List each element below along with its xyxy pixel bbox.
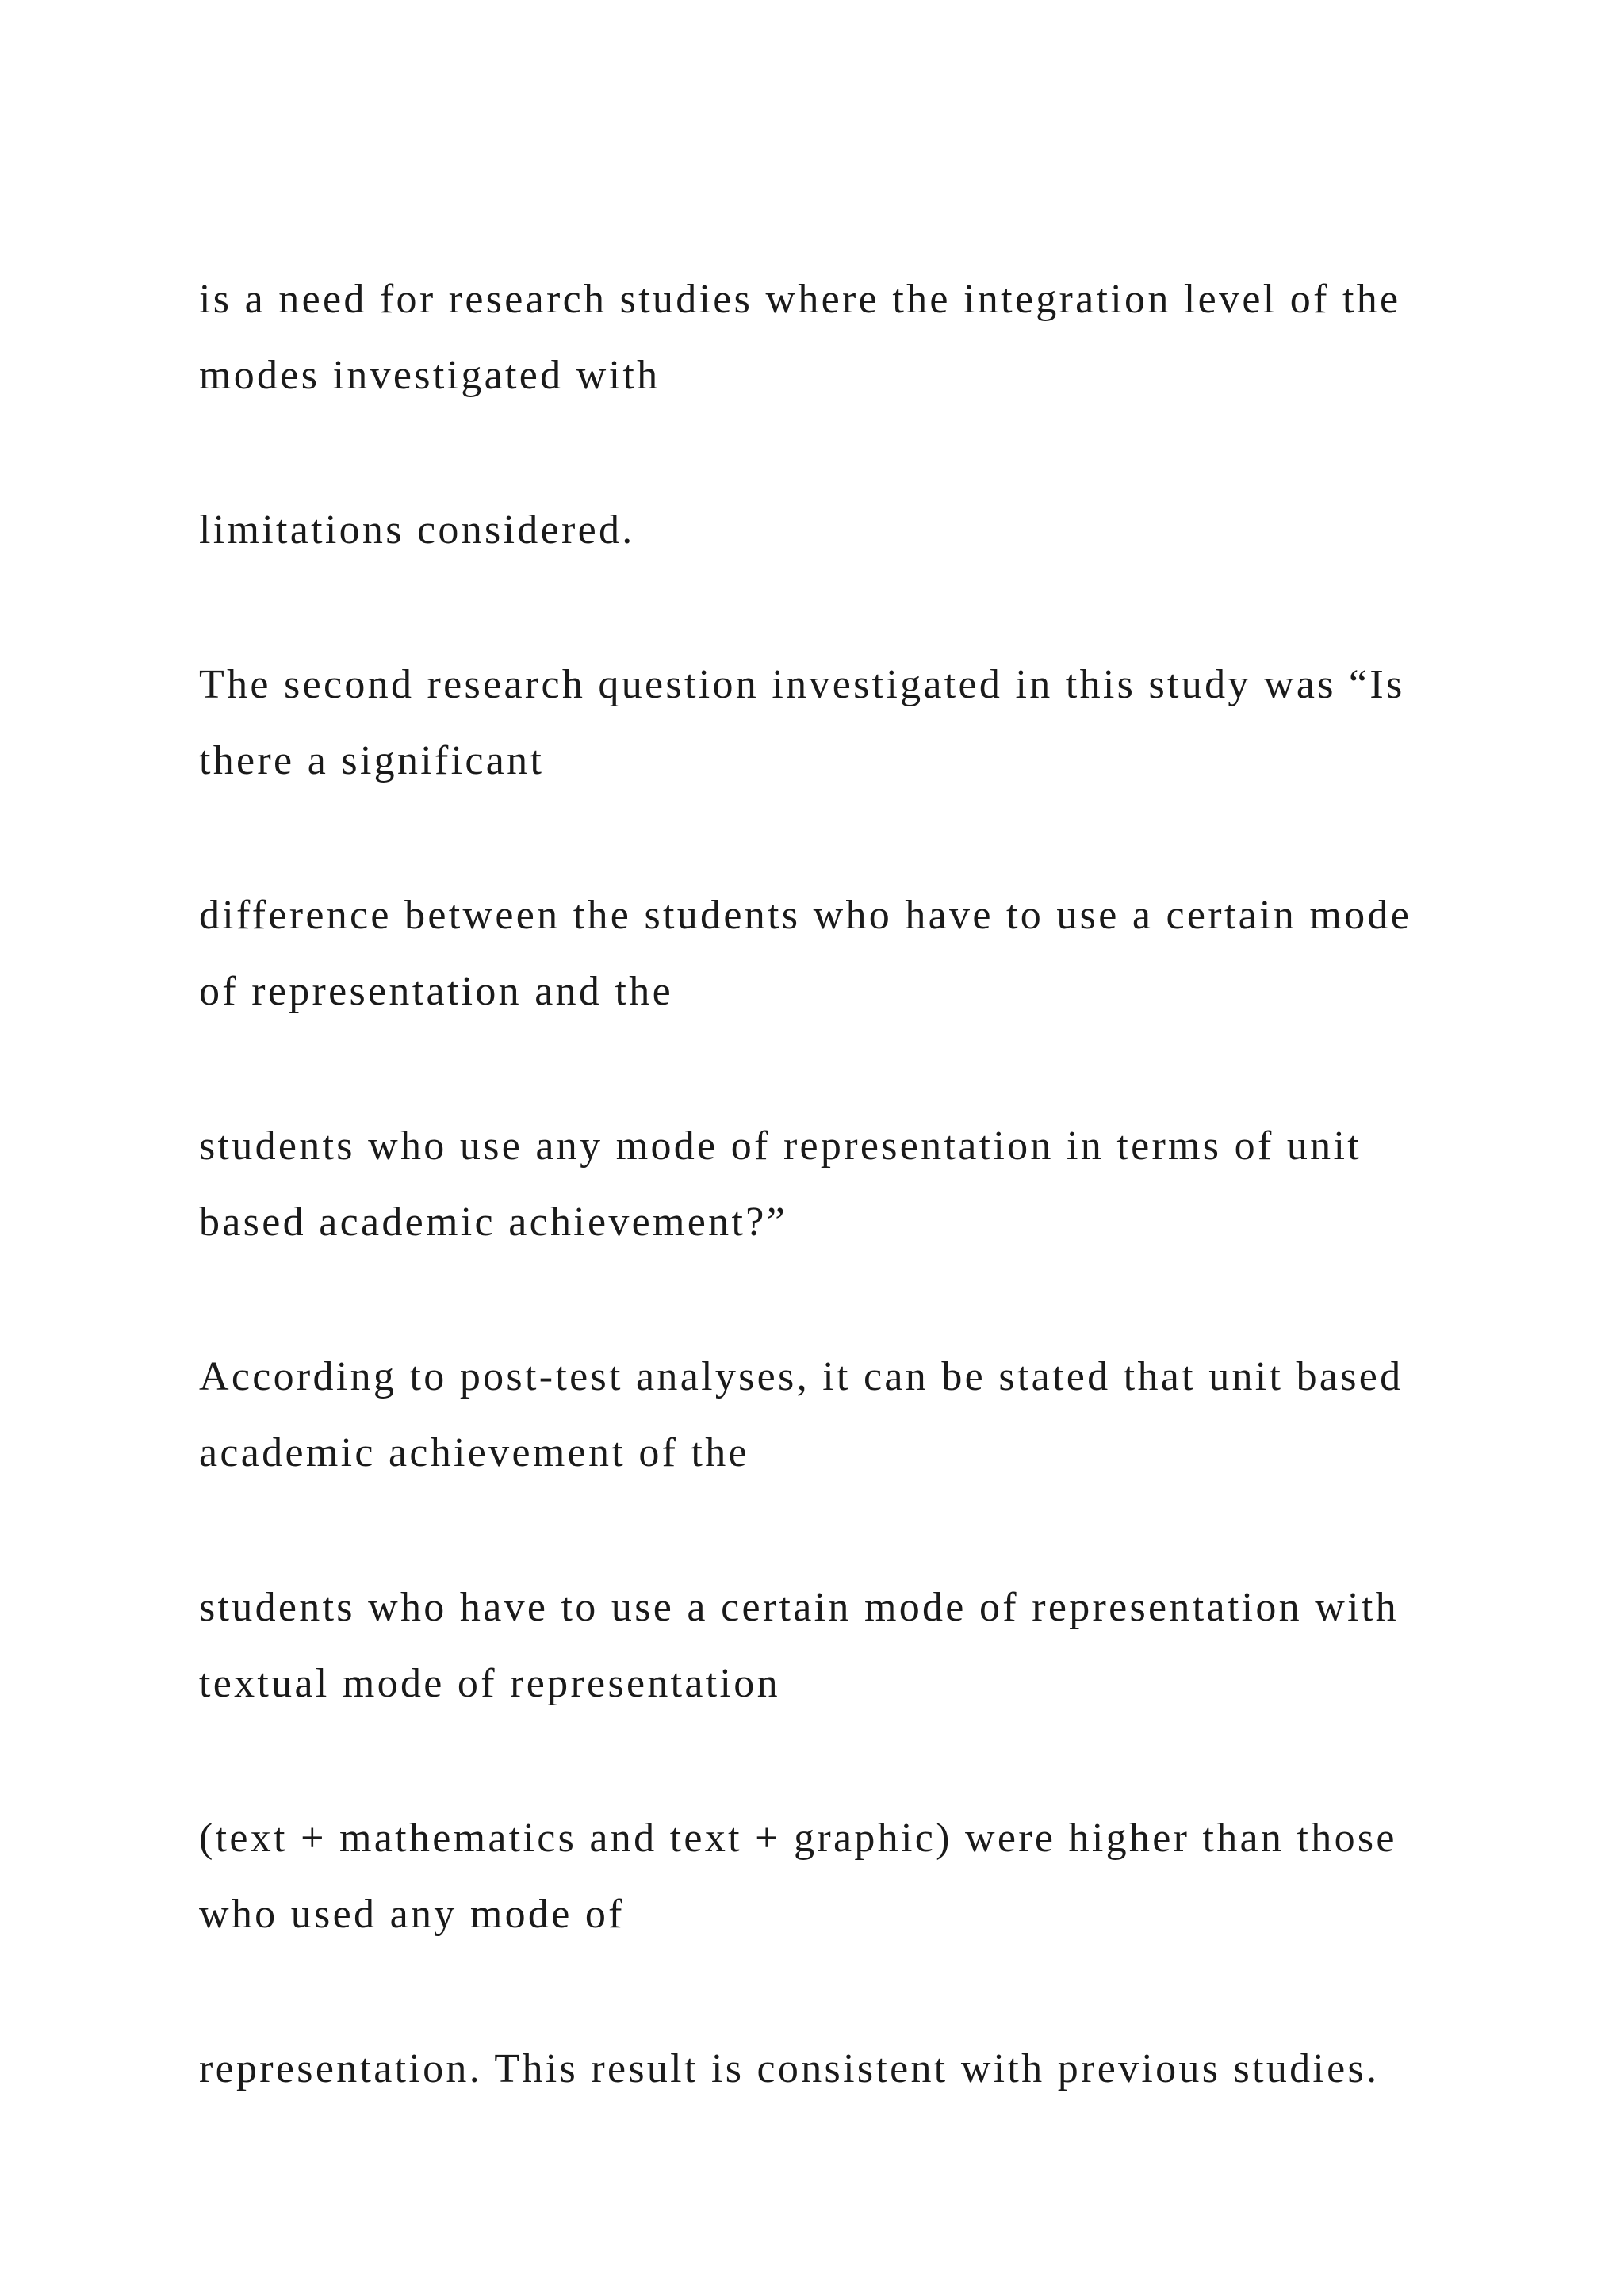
text-line: students who use any mode of representation in terms of unit (199, 1123, 1362, 1169)
text-line: there a significant (199, 738, 545, 783)
text-line: representation. This result is consistent with previous studies. (199, 2046, 1380, 2091)
text-line: based academic achievement?” (199, 1200, 787, 1245)
text-line: difference between the students who have to use a certain mode (199, 893, 1412, 938)
text-line: textual mode of representation (199, 1661, 780, 1706)
text-line: modes investigated with (199, 353, 661, 398)
text-line: academic achievement of the (199, 1430, 749, 1475)
text-line: (text + mathematics and text + graphic) were higher than those (199, 1816, 1397, 1861)
text-line: students who have to use a certain mode of representation with (199, 1585, 1399, 1630)
text-line: who used any mode of (199, 1892, 625, 1937)
text-line: of representation and the (199, 969, 673, 1014)
text-line: According to post-test analyses, it can be stated that unit based (199, 1354, 1404, 1399)
text-line: limitations considered. (199, 507, 635, 553)
text-line: is a need for research studies where the integration level of the (199, 277, 1401, 322)
text-line: The second research question investigated in this study was “Is (199, 662, 1405, 707)
